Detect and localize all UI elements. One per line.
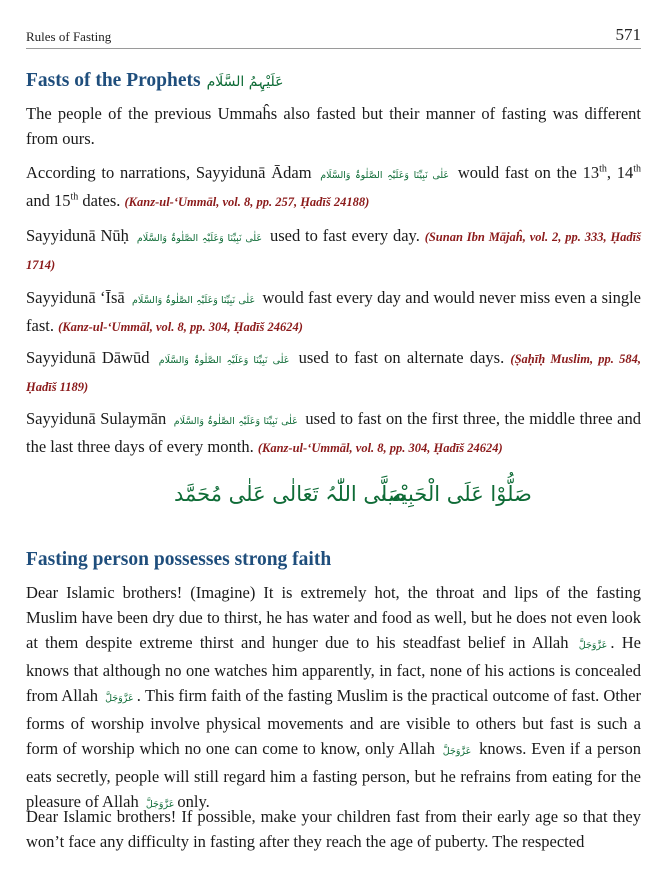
running-title: Rules of Fasting	[26, 29, 112, 44]
text-segment: Sayyidunā Dāwūd	[26, 348, 156, 367]
text-segment: . He knows that although no one watches him apparently, in fact, none of his actions is concealed from Allah	[26, 633, 641, 705]
citation-reference: (Sunan Ibn Mājaĥ, vol. 2, pp. 333, Ḥadīš 1714)	[26, 230, 642, 272]
citation-reference: (Kanz-ul-‘Ummāl, vol. 8, pp. 304, Ḥadīš 24624)	[58, 320, 303, 334]
text-segment: used to fast on alternate days.	[292, 348, 511, 367]
citation-reference: (Kanz-ul-‘Ummāl, vol. 8, pp. 304, Ḥadīš 24624)	[257, 441, 503, 455]
text-segment: Sayyidunā ‘Īsā	[26, 288, 130, 307]
paragraph-sulayman	[26, 406, 641, 461]
text-segment: used to fast every day.	[265, 226, 425, 245]
paragraph-adam	[26, 160, 641, 215]
text-segment: only.	[177, 792, 210, 811]
text-segment: used to fast on the first three, the middle three and the last three days of every month.	[26, 409, 641, 456]
arabic-salutation: عَلَیْہِمُ السَّلَام	[206, 74, 284, 90]
arabic-allah-honorific: عَزَّوَجَلَّ	[105, 693, 134, 704]
paragraph-strong-faith	[26, 580, 641, 817]
paragraph-children-fasting: Dear Islamic brothers! If possible, make your children fast from their early age so that they won’t face any difficulty in fasting after they reach the age of puberty. The respected	[26, 807, 641, 851]
ordinal-suffix: th	[599, 163, 607, 175]
arabic-honorific: عَلٰی نَبِیِّنَا وَعَلَیْہِ الصَّلٰوۃُ وَالسَّلَام	[173, 416, 298, 427]
book-page	[26, 0, 641, 880]
text-segment: . This firm faith of the fasting Muslim is the practical outcome of fast. Other forms of worship involve physical movements and are visible to others but fast is such a form of worship which no one can come to know, only Allah	[26, 686, 641, 758]
citation-reference: (Kanz-ul-‘Ummāl, vol. 8, pp. 257, Ḥadīš 24188)	[124, 195, 370, 209]
blessing-salla-allah: صَلَّی اللّٰہُ تَعَالٰی عَلٰی مُحَمَّد	[174, 482, 406, 506]
arabic-honorific: عَلٰی نَبِیِّنَا وَعَلَیْہِ الصَّلٰوۃُ وَالسَّلَام	[158, 355, 290, 366]
section-heading-strong-faith: Fasting person possesses strong faith	[26, 549, 332, 570]
arabic-honorific: عَلٰی نَبِیِّنَا وَعَلَیْہِ الصَّلٰوۃُ وَالسَّلَام	[136, 233, 263, 244]
text-segment: Dear Islamic brothers! (Imagine) It is extremely hot, the throat and lips of the fasting Muslim have been dry due to thirst, he has water and food as well, but he does not even look at them despite extreme thirst and hunger due to his steadfast belief in Allah	[26, 583, 641, 652]
text-segment: Sayyidunā Sulaymān	[26, 409, 171, 428]
text-segment: knows. Even if a person eats secretly, people will still regard him a fasting person, but he refrains from eating for the pleasure of Allah	[26, 739, 641, 811]
arabic-allah-honorific: عَزَّوَجَلَّ	[578, 640, 608, 651]
ordinal-suffix: th	[633, 163, 642, 175]
paragraph-dawud	[26, 345, 641, 400]
paragraph-nuh	[26, 223, 641, 278]
text-segment: dates.	[78, 191, 125, 210]
arabic-allah-honorific: عَزَّوَجَلَّ	[145, 799, 175, 810]
arabic-honorific: عَلٰی نَبِیِّنَا وَعَلَیْہِ الصَّلٰوۃُ وَالسَّلَام	[132, 295, 256, 306]
section-heading-text: Fasts of the Prophets	[26, 70, 201, 91]
blessing-sallu-alal-habib: صَلُّوْا عَلَی الْحَبِیْب	[381, 482, 532, 506]
running-header	[26, 24, 641, 49]
text-segment: would fast on the 13	[452, 163, 600, 182]
text-segment: would fast every day and would never miss even a single fast.	[26, 288, 641, 335]
citation-reference: (Ṣaḥīḥ Muslim, pp. 584, Ḥadīš 1189)	[26, 352, 641, 394]
arabic-allah-honorific: عَزَّوَجَلَّ	[442, 746, 472, 757]
text-segment: Sayyidunā Nūḥ	[26, 226, 134, 245]
ordinal-suffix: th	[70, 191, 79, 203]
text-segment: , 14	[606, 163, 634, 182]
page-number: 571	[615, 25, 641, 44]
text-segment: According to narrations, Sayyidunā Ādam	[26, 163, 318, 182]
section-heading-fasts-of-prophets	[26, 70, 283, 92]
text-segment: and 15	[26, 191, 71, 210]
durood-blessing	[26, 478, 641, 518]
paragraph-previous-ummahs: The people of the previous Ummaĥs also fasted but their manner of fasting was different from ours.	[26, 104, 641, 148]
paragraph-isa	[26, 285, 641, 340]
arabic-honorific: عَلٰی نَبِیِّنَا وَعَلَیْہِ الصَّلٰوۃُ وَالسَّلَام	[320, 170, 450, 181]
